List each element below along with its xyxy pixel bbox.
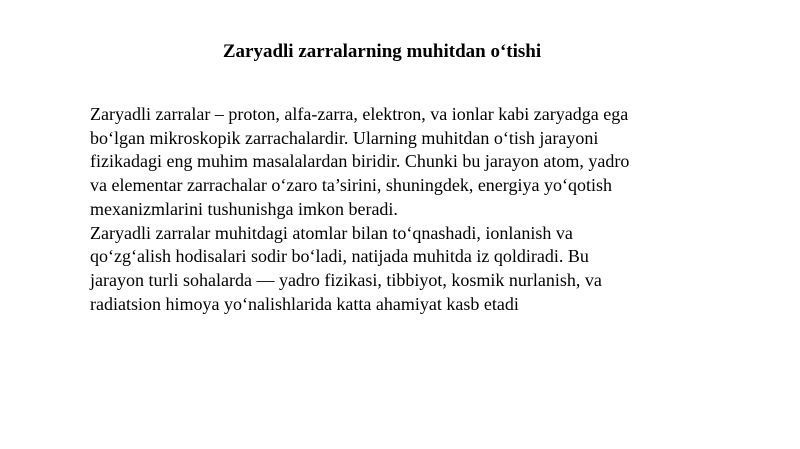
body-line: Zaryadli zarralar muhitdagi atomlar bilan to‘qnashadi, ionlanish va bbox=[90, 222, 573, 243]
document-body bbox=[90, 103, 730, 316]
body-line: qo‘zg‘alish hodisalari sodir bo‘ladi, natijada muhitda iz qoldiradi. Bu bbox=[90, 246, 589, 267]
body-line: Zaryadli zarralar – proton, alfa-zarra, elektron, va ionlar kabi zaryadga ega bbox=[90, 104, 629, 124]
body-line: jarayon turli sohalarda — yadro fizikasi, tibbiyot, kosmik nurlanish, va bbox=[90, 269, 602, 290]
document-title: Zaryadli zarralarning muhitdan o‘tishi bbox=[222, 41, 542, 62]
body-line: va elementar zarrachalar o‘zaro ta’sirini, shuningdek, energiya yo‘qotish bbox=[90, 175, 612, 196]
body-line: radiatsion himoya yo‘nalishlarida katta ahamiyat kasb etadi bbox=[90, 293, 519, 314]
body-line: fizikadagi eng muhim masalalardan biridir. Chunki bu jarayon atom, yadro bbox=[90, 151, 630, 172]
body-line: mexanizmlarini tushunishga imkon beradi. bbox=[90, 198, 398, 219]
body-line: bo‘lgan mikroskopik zarrachalardir. Ularning muhitdan o‘tish jarayoni bbox=[90, 127, 599, 148]
